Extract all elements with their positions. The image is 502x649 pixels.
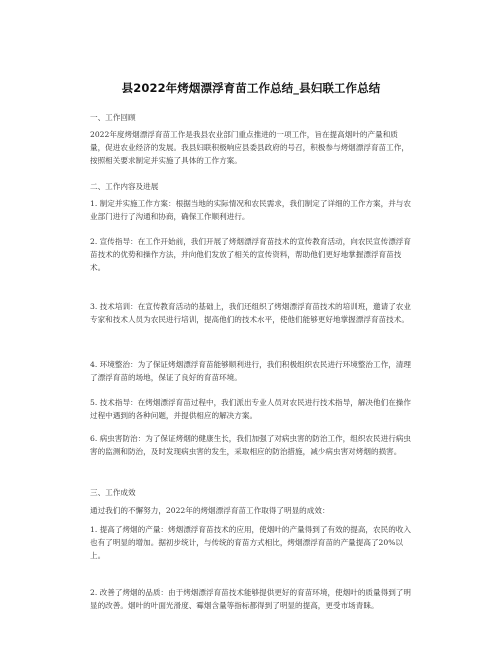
document-title: 县2022年烤烟漂浮育苗工作总结_县妇联工作总结	[121, 81, 381, 95]
list-item-training: 3. 技术培训：在宣传教育活动的基础上，我们还组织了烤烟漂浮育苗技术的培训班，邀请了农业专家和技术人员为农民进行培训，提高他们的技术水平，使他们能够更好地掌握漂浮育苗技术。	[90, 302, 411, 324]
section-heading-review: 一、工作回顾	[90, 113, 136, 122]
list-item-quality: 2. 改善了烤烟的品质：由于烤烟漂浮育苗技术能够提供更好的育苗环境，使烟叶的质量得到了明显的改善。烟叶的叶面光滑度、霉烟含量等指标都得到了明显的提高，更受市场青睐。	[90, 588, 411, 610]
list-item-environment: 4. 环境整治：为了保证烤烟漂浮育苗能够顺利进行，我们积极组织农民进行环境整治工作，清理了漂浮育苗的场地，保证了良好的育苗环境。	[90, 360, 411, 382]
results-intro: 通过我们的不懈努力，2022年的烤烟漂浮育苗工作取得了明显的成效：	[90, 506, 330, 515]
list-item-plan: 1. 制定并实施工作方案：根据当地的实际情况和农民需求，我们制定了详细的工作方案，并与农业部门进行了沟通和协商，确保工作顺利进行。	[90, 199, 411, 221]
list-item-guidance: 5. 技术指导：在烤烟漂浮育苗过程中，我们派出专业人员对农民进行技术指导，解决他们在操作过程中遇到的各种问题，并提供相应的解决方案。	[90, 398, 411, 420]
list-item-pest-control: 6. 病虫害防治：为了保证烤烟的健康生长，我们加强了对病虫害的防治工作，组织农民进行病虫害的监测和防治，及时发现病虫害的发生，采取相应的防治措施，减少病虫害对烤烟的损害。	[90, 434, 411, 456]
paragraph-review: 2022年度烤烟漂浮育苗工作是我县农业部门重点推进的一项工作，旨在提高烟叶的产量和质量，促进农业经济的发展。我县妇联积极响应县委县政府的号召，积极参与烤烟漂浮育苗工作，按照相关要求制定并实施了具体的工作方案。	[90, 130, 409, 165]
list-item-publicity: 2. 宣传指导：在工作开始前，我们开展了烤烟漂浮育苗技术的宣传教育活动，向农民宣传漂浮育苗技术的优势和操作方法，并向他们发放了相关的宣传资料，帮助他们更好地掌握漂浮育苗技术。	[90, 237, 411, 272]
section-heading-content: 二、工作内容及进展	[90, 182, 159, 191]
section-heading-results: 三、工作成效	[90, 488, 136, 497]
list-item-yield: 1. 提高了烤烟的产量：烤烟漂浮育苗技术的应用，使烟叶的产量得到了有效的提高，农民的收入也有了明显的增加。据初步统计，与传统的育苗方式相比，烤烟漂浮育苗的产量提高了20%以上。	[90, 525, 411, 560]
